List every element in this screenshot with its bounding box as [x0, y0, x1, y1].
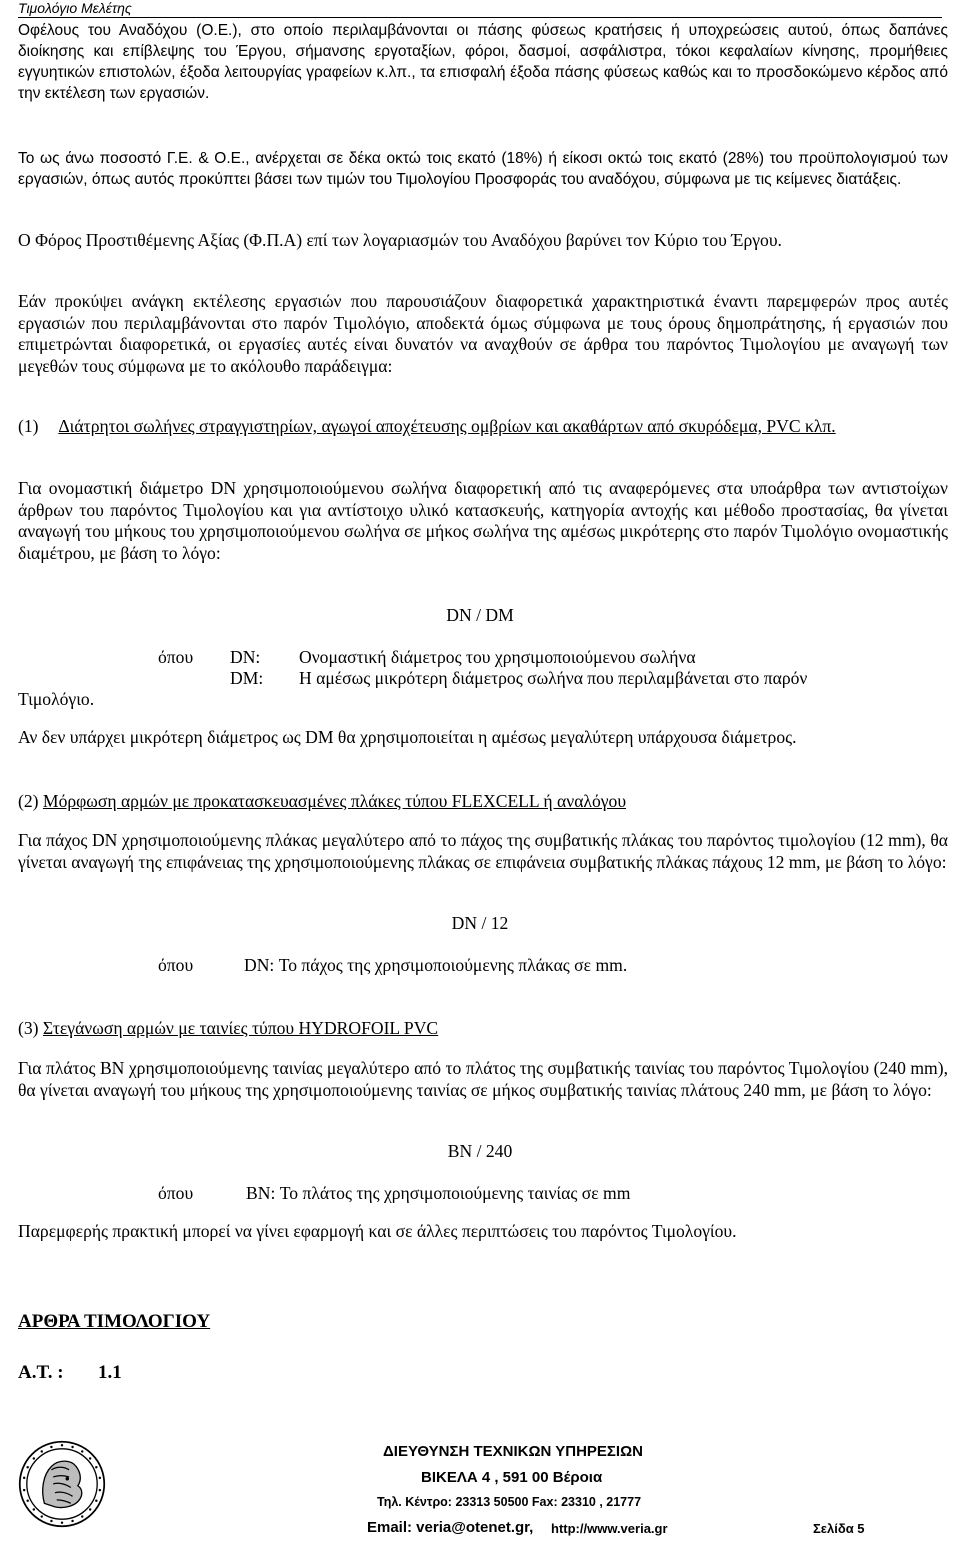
- definition-dm-continuation: Τιμολόγιο.: [18, 689, 95, 709]
- municipality-seal-icon: [18, 1440, 106, 1528]
- paragraph-overheads: Οφέλους του Αναδόχου (Ο.Ε.), στο οποίο περιλαμβάνονται οι πάσης φύσεως κρατήσεις ή υποχρεώσεις αυτού, όπως δαπάνες διοίκησης και επίβλεψης του Έργου, σήμανσης εργοταξίων, φόροι, δασμοί, ασφάλιστρα, τόκοι κεφαλαίων κίνησης, προμήθειες εγγυητικών επιστολών, έξοδα λειτουργίας γραφείων κ.λπ., τα επισφαλή έξοδα πάσης φύσεως καθώς και το προσδοκώμενο κέρδος από την εκτέλεση των εργασιών.: [18, 22, 948, 102]
- footer-website-link[interactable]: http://www.veria.gr: [551, 1521, 668, 1536]
- footer-phones: Τηλ. Κέντρο: 23313 50500 Fax: 23310 , 21777: [377, 1495, 642, 1509]
- where-label-3: όπου: [158, 1183, 194, 1203]
- section-2-title-text: Μόρφωση αρμών με προκατασκευασμένες πλάκες τύπου FLEXCELL ή αναλόγου: [42, 791, 627, 811]
- section-3-title: [18, 1017, 438, 1039]
- formula-dn-12: DN / 12: [451, 913, 509, 933]
- paragraph-percentage: Το ως άνω ποσοστό Γ.Ε. & Ο.Ε., ανέρχεται σε δέκα οκτώ τοις εκατό (18%) ή είκοσι οκτώ τοις εκατό (28%) του προϋπολογισμού των εργασιών, όπως αυτός προκύπτει βάσει των τιμών του Τιμολογίου Προσφοράς του αναδόχου, σύμφωνα με τις κείμενες διατάξεις.: [18, 150, 948, 188]
- definition-dn-text: Ονομαστική διάμετρος του χρησιμοποιούμενου σωλήνα: [299, 647, 696, 667]
- section-3-title-text: Στεγάνωση αρμών με ταινίες τύπου HYDROFOIL PVC: [42, 1018, 439, 1038]
- paragraph-reduction-intro: Εάν προκύψει ανάγκη εκτέλεσης εργασιών που παρουσιάζουν διαφορετικά χαρακτηριστικά έναντι παρεμφερών προς αυτές εργασιών που περιλαμβάνονται στο παρόν Τιμολόγιο, αποδεκτά όμως σύμφωνα με τους όρους δημοπράτησης, ή εργασιών που επιμετρώνται διαφορετικά, οι εργασίες αυτές είναι δυνατόν να αναχθούν σε άρθρα του παρόντος Τιμολογίου με αναγωγή των μεγεθών τους σύμφωνα με το ακόλουθο παράδειγμα:: [18, 291, 948, 376]
- section-1-title-text: Διάτρητοι σωλήνες στραγγιστηρίων, αγωγοί αποχέτευσης ομβρίων και ακαθάρτων από σκυρόδεμα, PVC κλπ.: [58, 416, 836, 436]
- section-2-number: (2): [18, 791, 39, 811]
- paragraph-flexcell: Για πάχος DN χρησιμοποιούμενης πλάκας μεγαλύτερο από το πάχος της συμβατικής πλάκας του παρόντος τιμολογίου (12 mm), θα γίνεται αναγωγή της επιφάνειας της χρησιμοποιούμενης πλάκας σε επιφάνεια συμβατικής πλάκας πάχους 12 mm, με βάση το λόγο:: [18, 830, 948, 872]
- footer-department: ΔΙΕΥΘΥΝΣΗ ΤΕΧΝΙΚΩΝ ΥΠΗΡΕΣΙΩΝ: [383, 1443, 643, 1460]
- paragraph-similar-practice: Παρεμφερής πρακτική μπορεί να γίνει εφαρμογή και σε άλλες περιπτώσεις του παρόντος Τιμολογίου.: [18, 1221, 737, 1241]
- formula-bn-240: BN / 240: [447, 1141, 513, 1161]
- definition-dn-key: DN:: [230, 647, 261, 667]
- section-2-title: [18, 790, 626, 812]
- where-label-2: όπου: [158, 955, 194, 975]
- where-label-1: όπου: [158, 647, 194, 667]
- formula-dn-dm: DN / DM: [446, 605, 514, 625]
- section-3-number: (3): [18, 1018, 39, 1038]
- paragraph-pipe-diameter: Για ονομαστική διάμετρο DN χρησιμοποιούμενου σωλήνα διαφορετική από τις αναφερόμενες στα υποάρθρα των αντιστοίχων άρθρων του παρόντος Τιμολογίου και για αντίστοιχο υλικό κατασκευής, κατηγορία αντοχής και μέθοδο προστασίας, θα γίνεται αναγωγή του μήκους του χρησιμοποιούμενου σωλήνα σε μήκος σωλήνα της αμέσως μικρότερης στο παρόν Τιμολόγιο ονομαστικής διαμέτρου, με βάση το λόγο:: [18, 478, 948, 563]
- page-header: Τιμολόγιο Μελέτης: [18, 0, 942, 18]
- section-1-title: [18, 416, 948, 438]
- paragraph-hydrofoil: Για πλάτος BN χρησιμοποιούμενης ταινίας μεγαλύτερο από το πλάτος της συμβατικής ταινίας του παρόντος Τιμολογίου (240 mm), θα γίνεται αναγωγή του μήκους της χρησιμοποιούμενης ταινίας σε μήκος συμβατικής ταινίας πλάτους 240 mm, με βάση το λόγο:: [18, 1058, 948, 1100]
- paragraph-vat: Ο Φόρος Προστιθέμενης Αξίας (Φ.Π.Α) επί των λογαριασμών του Αναδόχου βαρύνει τον Κύριο του Έργου.: [18, 230, 782, 250]
- section-1-number: (1): [18, 416, 39, 436]
- footer-email[interactable]: Email: veria@otenet.gr,: [367, 1519, 534, 1536]
- definition-dm-text: Η αμέσως μικρότερη διάμετρος σωλήνα που περιλαμβάνεται στο παρόν: [299, 668, 808, 688]
- definition-dm-key: DM:: [230, 668, 264, 688]
- definition-dn-thickness: DN: Το πάχος της χρησιμοποιούμενης πλάκας σε mm.: [244, 955, 628, 975]
- page-number: Σελίδα 5: [813, 1521, 865, 1536]
- article-label: Α.Τ. :: [18, 1362, 64, 1383]
- articles-heading: ΑΡΘΡΑ ΤΙΜΟΛΟΓΙΟΥ: [18, 1311, 211, 1332]
- article-number: 1.1: [98, 1362, 122, 1383]
- footer-address: ΒΙΚΕΛΑ 4 , 591 00 Βέροια: [421, 1469, 603, 1486]
- definition-bn-width: BN: Το πλάτος της χρησιμοποιούμενης ταινίας σε mm: [246, 1183, 631, 1203]
- paragraph-no-smaller-diameter: Αν δεν υπάρχει μικρότερη διάμετρος ως DM θα χρησιμοποιείται η αμέσως μεγαλύτερη υπάρχουσα διάμετρος.: [18, 727, 797, 747]
